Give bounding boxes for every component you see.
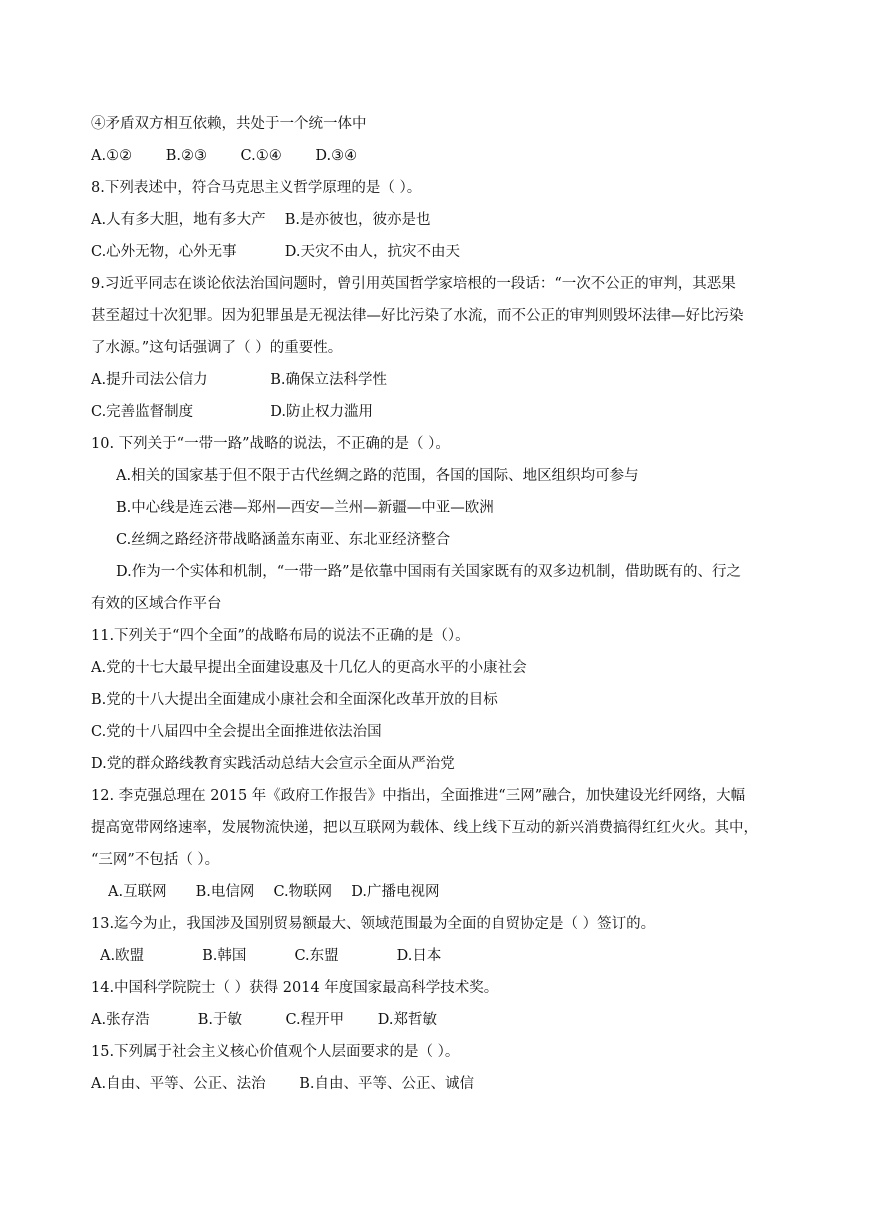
question-9-continued: 了水源。”这句话强调了（ ）的重要性。	[91, 340, 343, 356]
choice-d: D.党的群众路线教育实践活动总结大会宣示全面从严治党	[91, 756, 455, 772]
choice-b: B.党的十八大提出全面建成小康社会和全面深化改革开放的目标	[91, 692, 498, 708]
choice-row: C.心外无物，心外无事 D.天灾不由人，抗灾不由天	[91, 244, 461, 260]
question-10: 10. 下列关于“一带一路”战略的说法，不正确的是（ ）。	[91, 436, 450, 452]
choice-c: C.党的十八届四中全会提出全面推进依法治国	[91, 724, 382, 740]
question-8: 8.下列表述中，符合马克思主义哲学原理的是（ ）。	[91, 180, 422, 196]
choice-row: A.欧盟 B.韩国 C.东盟 D.日本	[100, 948, 442, 964]
choice-row: C.完善监督制度 D.防止权力滥用	[91, 404, 374, 420]
choice-row: A.互联网 B.电信网 C.物联网 D.广播电视网	[108, 884, 440, 900]
question-12-continued: “三网”不包括（ ）。	[91, 852, 220, 868]
choice-d: D.作为一个实体和机制，“一带一路”是依靠中国雨有关国家既有的双多边机制，借助既有的、行之	[116, 564, 742, 580]
choice-row: A.张存浩 B.于敏 C.程开甲 D.郑哲敏	[91, 1012, 437, 1028]
question-9-continued: 甚至超过十次犯罪。因为犯罪虽是无视法律—好比污染了水流，而不公正的审判则毁坏法律—好比污染	[91, 308, 744, 324]
choice-row: A.自由、平等、公正、法治 B.自由、平等、公正、诚信	[91, 1076, 474, 1092]
question-15: 15.下列属于社会主义核心价值观个人层面要求的是（ ）。	[91, 1044, 460, 1060]
question-13: 13.迄今为止，我国涉及国别贸易额最大、领域范围最为全面的自贸协定是（ ）签订的。	[91, 916, 656, 932]
choice-b: B.中心线是连云港—郑州—西安—兰州—新疆—中亚—欧洲	[116, 500, 494, 516]
choice-a: A.相关的国家基于但不限于古代丝绸之路的范围，各国的国际、地区组织均可参与	[116, 468, 639, 484]
choice-row: A.提升司法公信力 B.确保立法科学性	[91, 372, 387, 388]
question-11: 11.下列关于“四个全面”的战略布局的说法不正确的是（）。	[91, 628, 470, 644]
option-line: ④矛盾双方相互依赖，共处于一个统一体中	[91, 116, 367, 132]
question-14: 14.中国科学院院士（ ）获得 2014 年度国家最高科学技术奖。	[91, 980, 499, 996]
question-12-continued: 提高宽带网络速率，发展物流快递，把以互联网为载体、线上线下互动的新兴消费搞得红红火火。其中，	[91, 820, 758, 836]
choice-row: A.人有多大胆，地有多大产 B.是亦彼也，彼亦是也	[91, 212, 431, 228]
question-12: 12. 李克强总理在 2015 年《政府工作报告》中指出，全面推进“三网”融合，加快建设光纤网络，大幅	[91, 788, 746, 804]
question-9: 9.习近平同志在谈论依法治国问题时，曾引用英国哲学家培根的一段话：“一次不公正的审判，其恶果	[91, 276, 736, 292]
choice-d-continued: 有效的区域合作平台	[91, 596, 222, 612]
choice-a: A.党的十七大最早提出全面建设惠及十几亿人的更高水平的小康社会	[91, 660, 527, 676]
choice-row: A.①② B.②③ C.①④ D.③④	[91, 148, 358, 164]
choice-c: C.丝绸之路经济带战略涵盖东南亚、东北亚经济整合	[116, 532, 451, 548]
